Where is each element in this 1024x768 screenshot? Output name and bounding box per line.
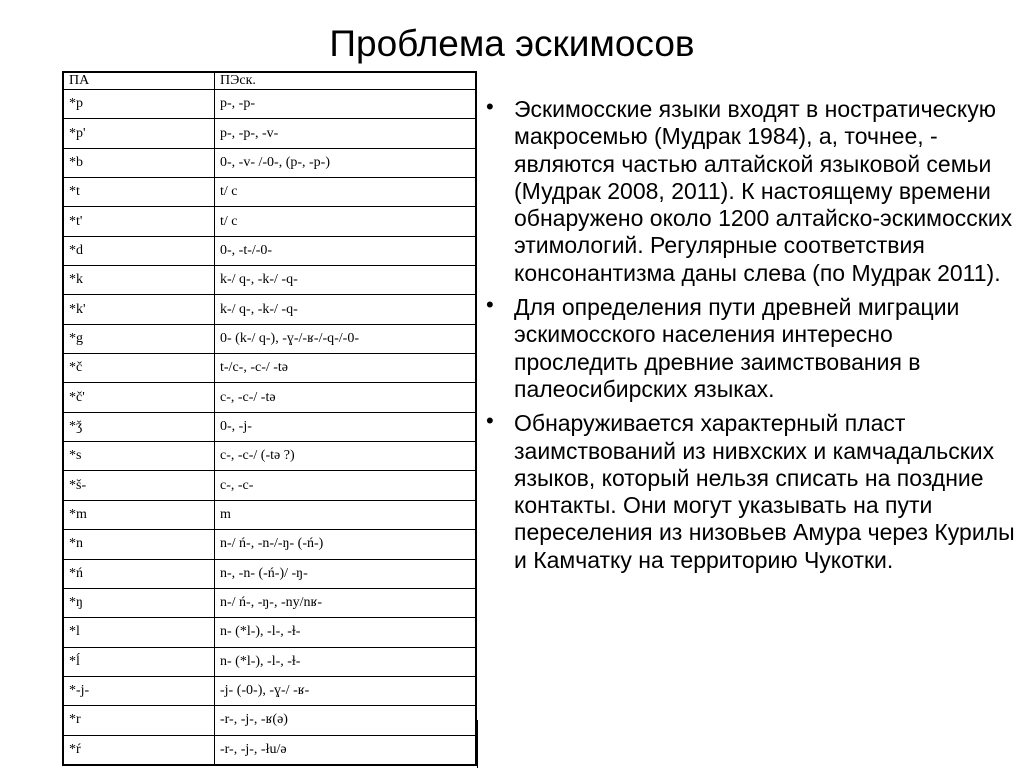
cell-pa: *k <box>64 266 215 295</box>
cell-pa: *ń <box>64 559 215 588</box>
bullet-item <box>486 408 1020 574</box>
cell-pesk: m <box>215 500 476 529</box>
cell-pa: *t' <box>64 207 215 236</box>
bullet-text: Эскимосские языки входят в ностратическую макросемью (Мудрак 1984), а, точнее, - являются частью алтайской языковой семьи (Мудрак 2008, 2011). К настоящему времени обнаружено около 1200 алтайско-эскимосских этимологий. Регулярные соответствия консонантизма даны слева (по Мудрак 2011). <box>514 96 1013 286</box>
cell-pesk: t/ c <box>215 178 476 207</box>
table-row <box>64 530 476 559</box>
cell-pesk: 0-, -j- <box>215 412 476 441</box>
cell-pesk: k-/ q-, -k-/ -q- <box>215 266 476 295</box>
bullet-icon: • <box>486 94 494 119</box>
table-row <box>64 295 476 324</box>
cell-pa: *n <box>64 530 215 559</box>
cell-pesk: t/ c <box>215 207 476 236</box>
cell-pesk: p-, -p-, -v- <box>215 119 476 148</box>
bullet-icon: • <box>486 292 494 318</box>
cell-pa: *k' <box>64 295 215 324</box>
table-row <box>64 119 476 148</box>
table-row <box>64 383 476 412</box>
cell-pa: *s <box>64 442 215 471</box>
table-row <box>64 266 476 295</box>
divider-line <box>477 720 478 768</box>
cell-pesk: c-, -c- <box>215 471 476 500</box>
table-row <box>64 618 476 647</box>
cell-pesk: -r-, -j-, -ʁ(ə) <box>215 706 476 735</box>
table-row <box>64 647 476 676</box>
bullet-list <box>486 94 1020 581</box>
slide-title: Проблема эскимосов <box>329 23 695 64</box>
cell-pa: *ĺ <box>64 647 215 676</box>
table-row <box>64 735 476 764</box>
cell-pesk: n-/ ń-, -n-/-ŋ- (-ń-) <box>215 530 476 559</box>
table-row <box>64 588 476 617</box>
cell-pa: *č' <box>64 383 215 412</box>
table-row <box>64 148 476 177</box>
cell-pa: *š- <box>64 471 215 500</box>
cell-pa: *t <box>64 178 215 207</box>
cell-pa: *g <box>64 324 215 353</box>
table-row <box>64 471 476 500</box>
cell-pesk: 0- (k-/ q-), -ɣ-/-ʁ-/-q-/-0- <box>215 324 476 353</box>
correspondence-grid <box>63 72 476 765</box>
table-row <box>64 354 476 383</box>
table-row <box>64 442 476 471</box>
table-header-row <box>64 73 476 90</box>
cell-pesk: n- (*l-), -l-, -ɫ- <box>215 647 476 676</box>
bullet-item <box>486 94 1020 287</box>
cell-pa: *-j- <box>64 676 215 705</box>
table-row <box>64 207 476 236</box>
cell-pesk: n-/ ń-, -ŋ-, -ny/nʁ- <box>215 588 476 617</box>
cell-pesk: t-/c-, -c-/ -tə <box>215 354 476 383</box>
cell-pa: *p' <box>64 119 215 148</box>
header-pa: ПА <box>64 73 215 90</box>
correspondence-table <box>62 71 477 766</box>
bullet-text: Для определения пути древней миграции эскимосского населения интересно проследить древние заимствования в палеосибирских языках. <box>514 294 960 402</box>
bullet-text: Обнаруживается характерный пласт заимствований из нивхских и камчадальских языков, который нельзя списать на поздние контакты. Они могут указывать на пути переселения из низовьев Амура через Курилы и Камчатку на территорию Чукотки. <box>514 410 1015 573</box>
table-row <box>64 676 476 705</box>
table-row <box>64 324 476 353</box>
bullet-item <box>486 292 1020 403</box>
cell-pesk: n- (*l-), -l-, -ɫ- <box>215 618 476 647</box>
table-row <box>64 500 476 529</box>
cell-pesk: 0-, -t-/-0- <box>215 236 476 265</box>
cell-pa: *m <box>64 500 215 529</box>
cell-pesk: c-, -c-/ (-tə ?) <box>215 442 476 471</box>
cell-pesk: c-, -c-/ -tə <box>215 383 476 412</box>
cell-pa: *p <box>64 90 215 119</box>
table-row <box>64 706 476 735</box>
cell-pa: *d <box>64 236 215 265</box>
bullet-icon: • <box>486 408 494 434</box>
cell-pesk: p-, -p- <box>215 90 476 119</box>
table-row <box>64 90 476 119</box>
table-row <box>64 559 476 588</box>
cell-pesk: n-, -n- (-ń-)/ -ŋ- <box>215 559 476 588</box>
cell-pesk: 0-, -v- /-0-, (p-, -p-) <box>215 148 476 177</box>
cell-pa: *ŕ <box>64 735 215 764</box>
header-pesk: ПЭск. <box>215 73 476 90</box>
cell-pa: *r <box>64 706 215 735</box>
table-row <box>64 178 476 207</box>
cell-pa: *č <box>64 354 215 383</box>
cell-pa: *b <box>64 148 215 177</box>
cell-pa: *l <box>64 618 215 647</box>
table-row <box>64 412 476 441</box>
cell-pesk: -r-, -j-, -łu/ə <box>215 735 476 764</box>
cell-pesk: k-/ q-, -k-/ -q- <box>215 295 476 324</box>
table-row <box>64 236 476 265</box>
cell-pa: *ǯ <box>64 412 215 441</box>
cell-pa: *ŋ <box>64 588 215 617</box>
cell-pesk: -j- (-0-), -ɣ-/ -ʁ- <box>215 676 476 705</box>
